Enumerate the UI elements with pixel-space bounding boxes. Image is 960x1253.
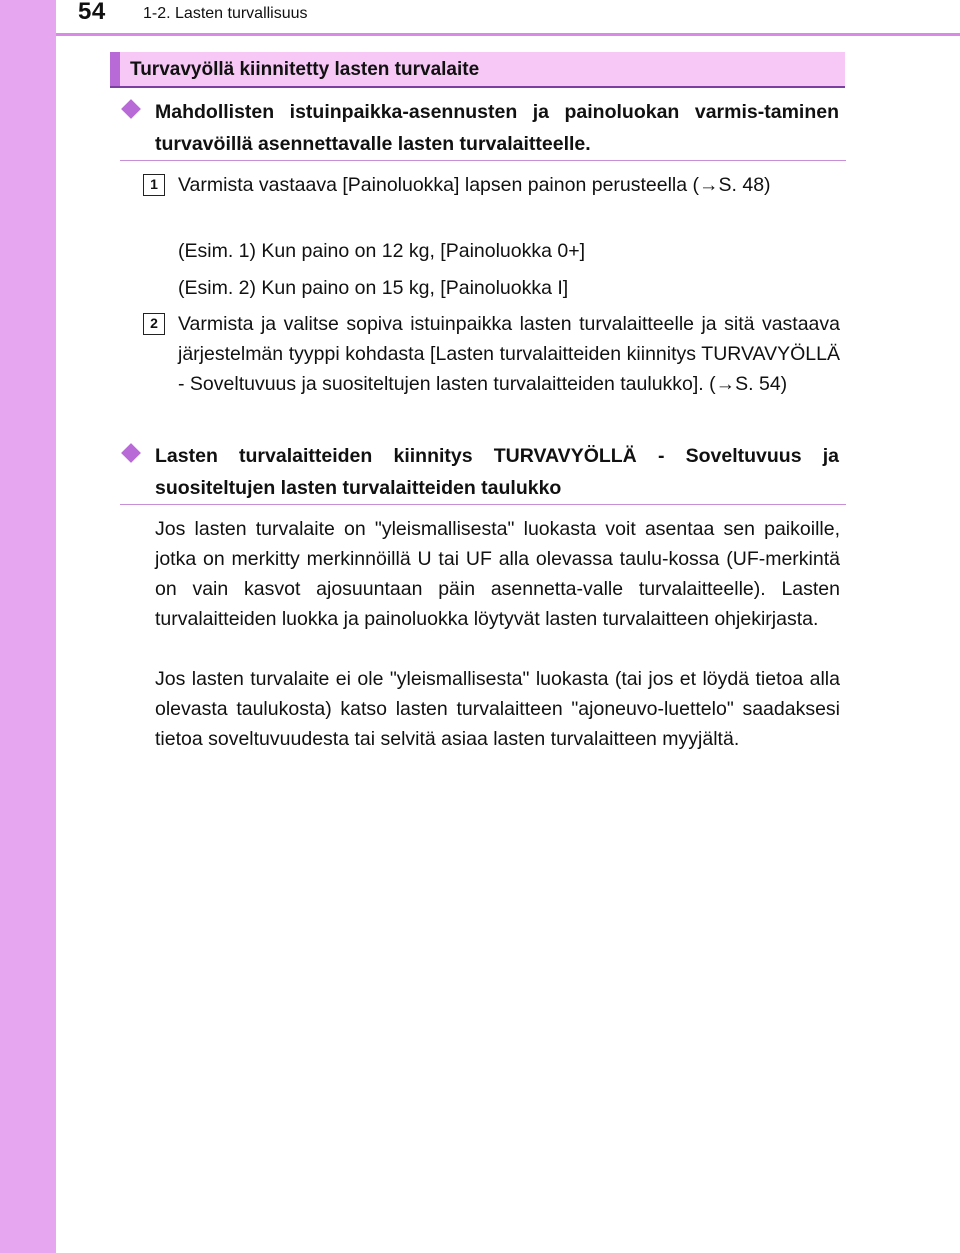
subsection-rule-2 (120, 504, 846, 505)
body-paragraph-1: Jos lasten turvalaite on "yleismallisesta" luokasta voit asentaa sen paikoille, jotka on merkitty merkinnöillä U tai UF alla olevassa taulu-kossa (UF-merkintä on vain kasvot ajosuuntaan päin asennetta-valle turvalaitteelle). Lasten turvalaitteiden luokka ja painoluokka löytyvät lasten turvalaitteen ohjekirjasta. (155, 518, 840, 630)
step-1-example-1: (Esim. 1) Kun paino on 12 kg, [Painoluokka 0+] (178, 240, 586, 262)
step-1-badge: 1 (143, 174, 165, 196)
subsection-heading-1 (120, 96, 846, 160)
subsection-heading-2-text: Lasten turvalaitteiden kiinnitys TURVAVYÖLLÄ - Soveltuvuus ja suositeltujen lasten turvalaitteiden taulukko (155, 445, 839, 499)
section-heading-label: Turvavyöllä kiinnitetty lasten turvalaite (130, 59, 480, 80)
diamond-bullet-icon (121, 443, 141, 463)
step-2-badge: 2 (143, 313, 165, 335)
header-rule (56, 33, 960, 36)
diamond-bullet-icon (121, 99, 141, 119)
left-margin-band (0, 0, 56, 1253)
body-paragraph-2: Jos lasten turvalaite ei ole "yleismallisesta" luokasta (tai jos et löydä tietoa alla olevasta taulukosta) katso lasten turvalaitteen "ajoneuvo-luettelo" saadaksesi tietoa soveltuvuudesta tai selvitä asiaa lasten turvalaitteen myyjältä. (155, 668, 840, 750)
step-2-text: Varmista ja valitse sopiva istuinpaikka lasten turvalaitteelle ja sitä vastaava järjestelmän tyyppi kohdasta [Lasten turvalaitteiden kiinnitys TURVAVYÖLLÄ - Soveltuvuus ja suositeltujen lasten turvalaitteiden taulukko]. (→S. 54) (178, 313, 840, 395)
step-1-example-2: (Esim. 2) Kun paino on 15 kg, [Painoluokka I] (178, 277, 569, 299)
subsection-rule-1 (120, 160, 846, 161)
section-heading (110, 52, 845, 88)
page-number: 54 (78, 0, 106, 25)
subsection-heading-1-text: Mahdollisten istuinpaikka-asennusten ja painoluokan varmis-taminen turvavöillä asennettavalle lasten turvalaitteelle. (155, 101, 839, 155)
section-heading-accent (110, 52, 120, 86)
step-1-text: Varmista vastaava [Painoluokka] lapsen painon perusteella (→S. 48) (178, 174, 771, 196)
subsection-heading-2 (120, 440, 846, 504)
chapter-title: 1-2. Lasten turvallisuus (143, 5, 308, 22)
